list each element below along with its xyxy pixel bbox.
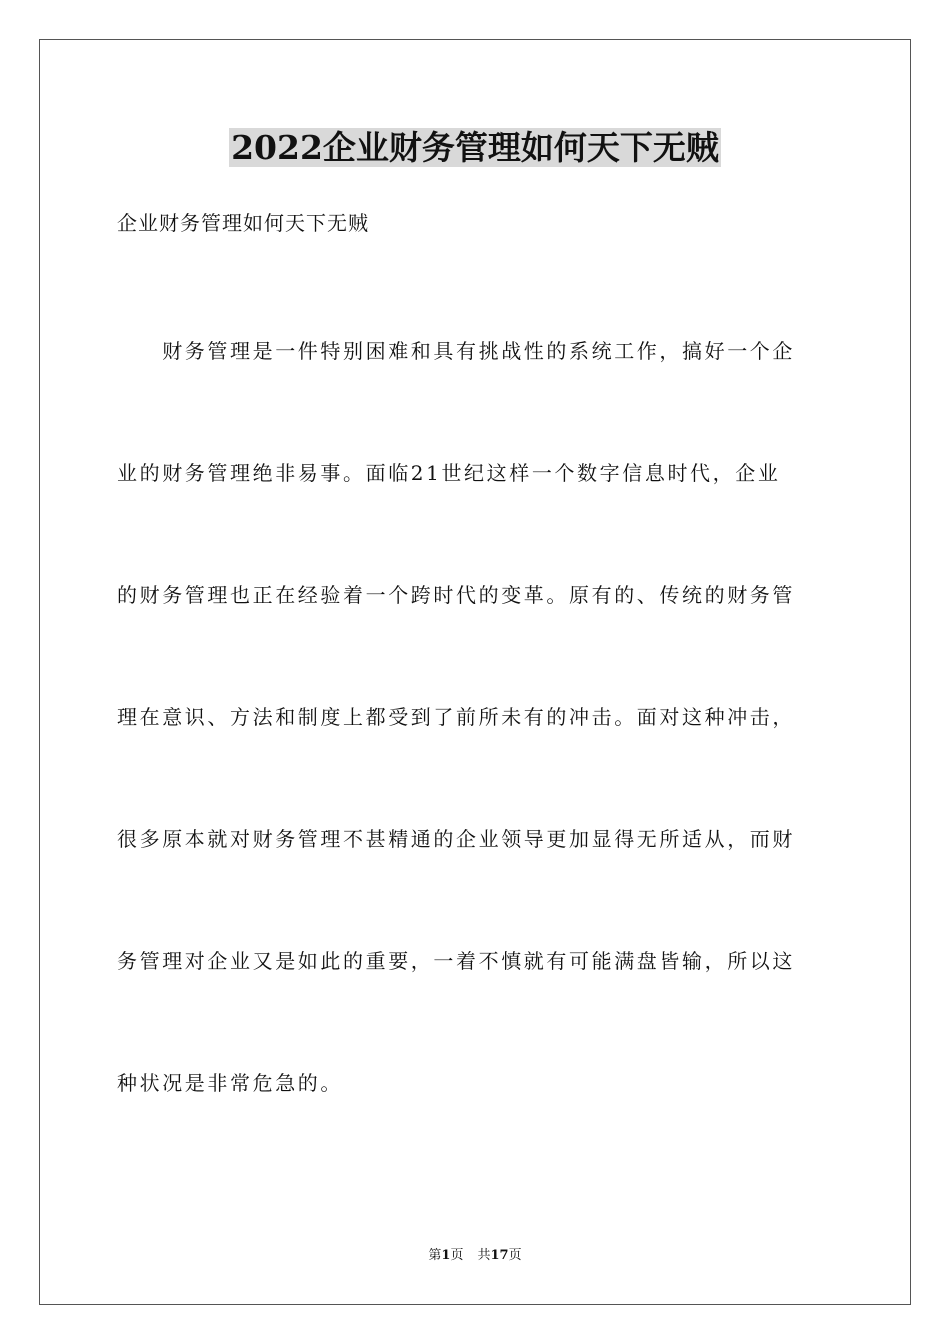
body-line-1: 财务管理是一件特别困难和具有挑战性的系统工作，搞好一个企 bbox=[117, 339, 795, 363]
footer-total-pages: 17 bbox=[490, 1248, 509, 1263]
body-line-6: 务管理对企业又是如此的重要，一着不慎就有可能满盘皆输，所以这 bbox=[117, 949, 795, 973]
footer-page-suffix: 页 bbox=[450, 1248, 464, 1263]
footer-total-suffix: 页 bbox=[508, 1248, 522, 1263]
body-line-7: 种状况是非常危急的。 bbox=[117, 1071, 343, 1095]
footer-page-number: 1 bbox=[441, 1248, 451, 1263]
body-line-3: 的财务管理也正在经验着一个跨时代的变革。原有的、传统的财务管 bbox=[117, 583, 795, 607]
body-line-2: 业的财务管理绝非易事。面临21世纪这样一个数字信息时代，企业 bbox=[117, 461, 781, 485]
body-line-4: 理在意识、方法和制度上都受到了前所未有的冲击。面对这种冲击， bbox=[117, 705, 795, 729]
document-title bbox=[0, 128, 950, 168]
footer-total-prefix: 共 bbox=[477, 1248, 491, 1263]
page-footer bbox=[0, 1247, 950, 1265]
body-line-5: 很多原本就对财务管理不甚精通的企业领导更加显得无所适从，而财 bbox=[117, 827, 795, 851]
document-title-text: 2022企业财务管理如何天下无贼 bbox=[231, 128, 719, 167]
document-subtitle: 企业财务管理如何天下无贼 bbox=[117, 211, 369, 235]
footer-page-prefix: 第 bbox=[428, 1248, 442, 1263]
